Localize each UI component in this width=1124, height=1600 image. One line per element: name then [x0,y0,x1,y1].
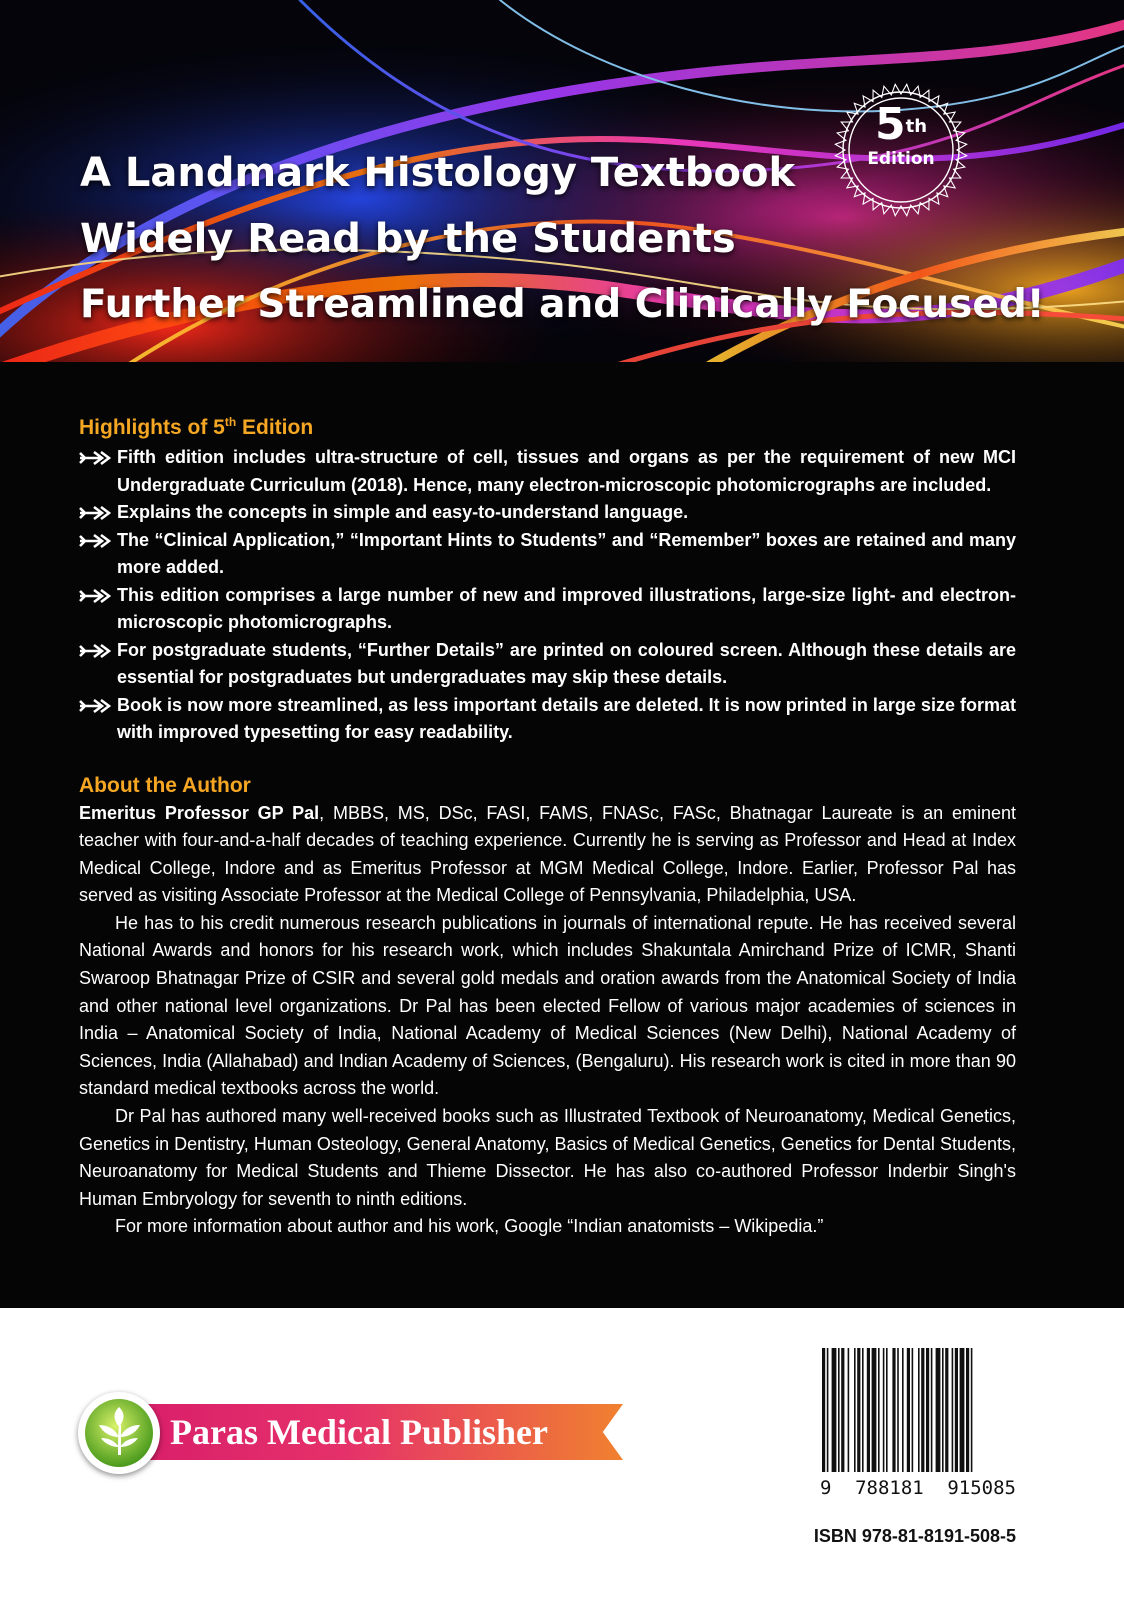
barcode-bar [912,1348,914,1472]
barcode-bar [926,1348,929,1472]
barcode-bar [960,1348,965,1472]
publisher-logo-block [78,1392,623,1474]
back-cover-content [79,408,1016,1241]
highlights-heading: Highlights of 5th Edition [79,415,314,439]
list-item: The “Clinical Application,” “Important Hints to Students” and “Remember” boxes are retained and many more added. [79,527,1016,582]
headline-line-3: Further Streamlined and Clinically Focused! [80,282,1045,327]
barcode-bar [966,1348,969,1472]
publisher-name: Paras Medical Publisher [170,1412,548,1452]
edition-label: Edition [867,149,935,169]
about-author-section [79,772,1016,1242]
publisher-emblem [78,1392,160,1474]
arrow-bullet-icon [79,503,111,523]
barcode-bar [955,1348,958,1472]
arrow-bullet-icon [79,641,111,661]
barcode-bar [857,1348,860,1472]
list-item: This edition comprises a large number of new and improved illustrations, large-size light- and electron-microscopic photomicrographs. [79,582,1016,637]
author-bio-paragraph-2: He has to his credit numerous research publications in journals of international repute. He has received several National Awards and honors for his research work, which includes Shakuntala Amirchand Prize of ICMR, Shanti Swaroop Bhatnagar Prize of CSIR and several gold medals and oration awards from the Anatomical Society of India and other national level organizations. Dr Pal has been elected Fellow of various major academies of sciences in India – Anatomical Society of India, National Academy of Medical Sciences (New Delhi), National Academy of Sciences, India (Allahabad) and Indian Academy of Sciences, (Bengaluru). His research work is cited in more than 90 standard medical textbooks across the world. [79,912,1016,1099]
barcode-bar [832,1348,837,1472]
barcode-bar [886,1348,888,1472]
barcode-bar [854,1348,856,1472]
barcode-bar [907,1348,910,1472]
list-item: Explains the concepts in simple and easy-to-understand language. [79,499,1016,527]
barcode-bar [841,1348,844,1472]
barcode-bar [971,1348,973,1472]
headline-line-1: A Landmark Histology Textbook [80,150,796,196]
barcode-bar [897,1348,899,1472]
barcode-bar [872,1348,877,1472]
headline-line-2: Widely Read by the Students [80,216,736,262]
barcode-bar [945,1348,948,1472]
barcode-bar [883,1348,885,1472]
header-banner [0,0,1124,362]
list-item: Book is now more streamlined, as less important details are deleted. It is now printed in large size format with improved typesetting for easy readability. [79,692,1016,747]
edition-badge [831,80,971,220]
barcode-block [820,1348,1016,1499]
barcode-bar [942,1348,944,1472]
barcode-bar [918,1348,920,1472]
barcode-bar [848,1348,850,1472]
author-name: Emeritus Professor GP Pal [79,802,320,823]
sprouting-plant-icon [83,1397,155,1469]
barcode-bar [878,1348,880,1472]
author-bio-paragraph-1: Emeritus Professor GP Pal, MBBS, MS, DSc, FASI, FAMS, FNASc, FASc, Bhatnagar Laureate is an eminent teacher with four-and-a-half decades of teaching experience. Currently he is serving as Professor and Head at Index Medical College, Indore and as Emeritus Professor at MGM Medical College, Indore. Earlier, Professor Pal has served as visiting Associate Professor at the Medical College of Pennsylvania, Philadelphia, USA. [79,802,1016,906]
author-bio-paragraph-3: Dr Pal has authored many well-received books such as Illustrated Textbook of Neuroanatomy, Medical Genetics, Genetics in Dentistry, Human Osteology, General Anatomy, Basics of Medical Genetics, Genetics for Dental Students, Neuroanatomy for Medical Students and Thieme Dissector. He has also co-authored Professor Inderbir Singh's Human Embryology for seventh to ninth editions. [79,1106,1016,1209]
list-item: For postgraduate students, “Further Details” are printed on coloured screen. Although these details are essential for postgraduates but undergraduates may skip these details. [79,637,1016,692]
barcode-bars [820,1348,1016,1474]
edition-badge-text [831,99,971,170]
barcode-bar [862,1348,864,1472]
edition-number: 5th [874,99,928,150]
barcode-bar [867,1348,870,1472]
arrow-bullet-icon [79,696,111,716]
barcode-bar [931,1348,933,1472]
barcode-bar [827,1348,829,1472]
highlights-list [79,444,1016,747]
barcode-digits: 9 788181 915085 [820,1477,1016,1499]
barcode-bar [936,1348,941,1472]
barcode-bar [892,1348,895,1472]
barcode-bar [952,1348,954,1472]
arrow-bullet-icon [79,586,111,606]
barcode-bar [902,1348,904,1472]
barcode-bar [838,1348,840,1472]
arrow-bullet-icon [79,531,111,551]
author-bio-paragraph-4: For more information about author and his work, Google “Indian anatomists – Wikipedia.” [115,1216,824,1237]
list-item: Fifth edition includes ultra-structure of cell, tissues and organs as per the requirement of new MCI Undergraduate Curriculum (2018). Hence, many electron-microscopic photomicrographs are included. [79,444,1016,499]
barcode-bar [921,1348,924,1472]
about-heading: About the Author [79,773,251,797]
barcode-bar [822,1348,825,1472]
arrow-bullet-icon [79,448,111,468]
isbn-number: ISBN 978-81-8191-508-5 [813,1526,1016,1546]
